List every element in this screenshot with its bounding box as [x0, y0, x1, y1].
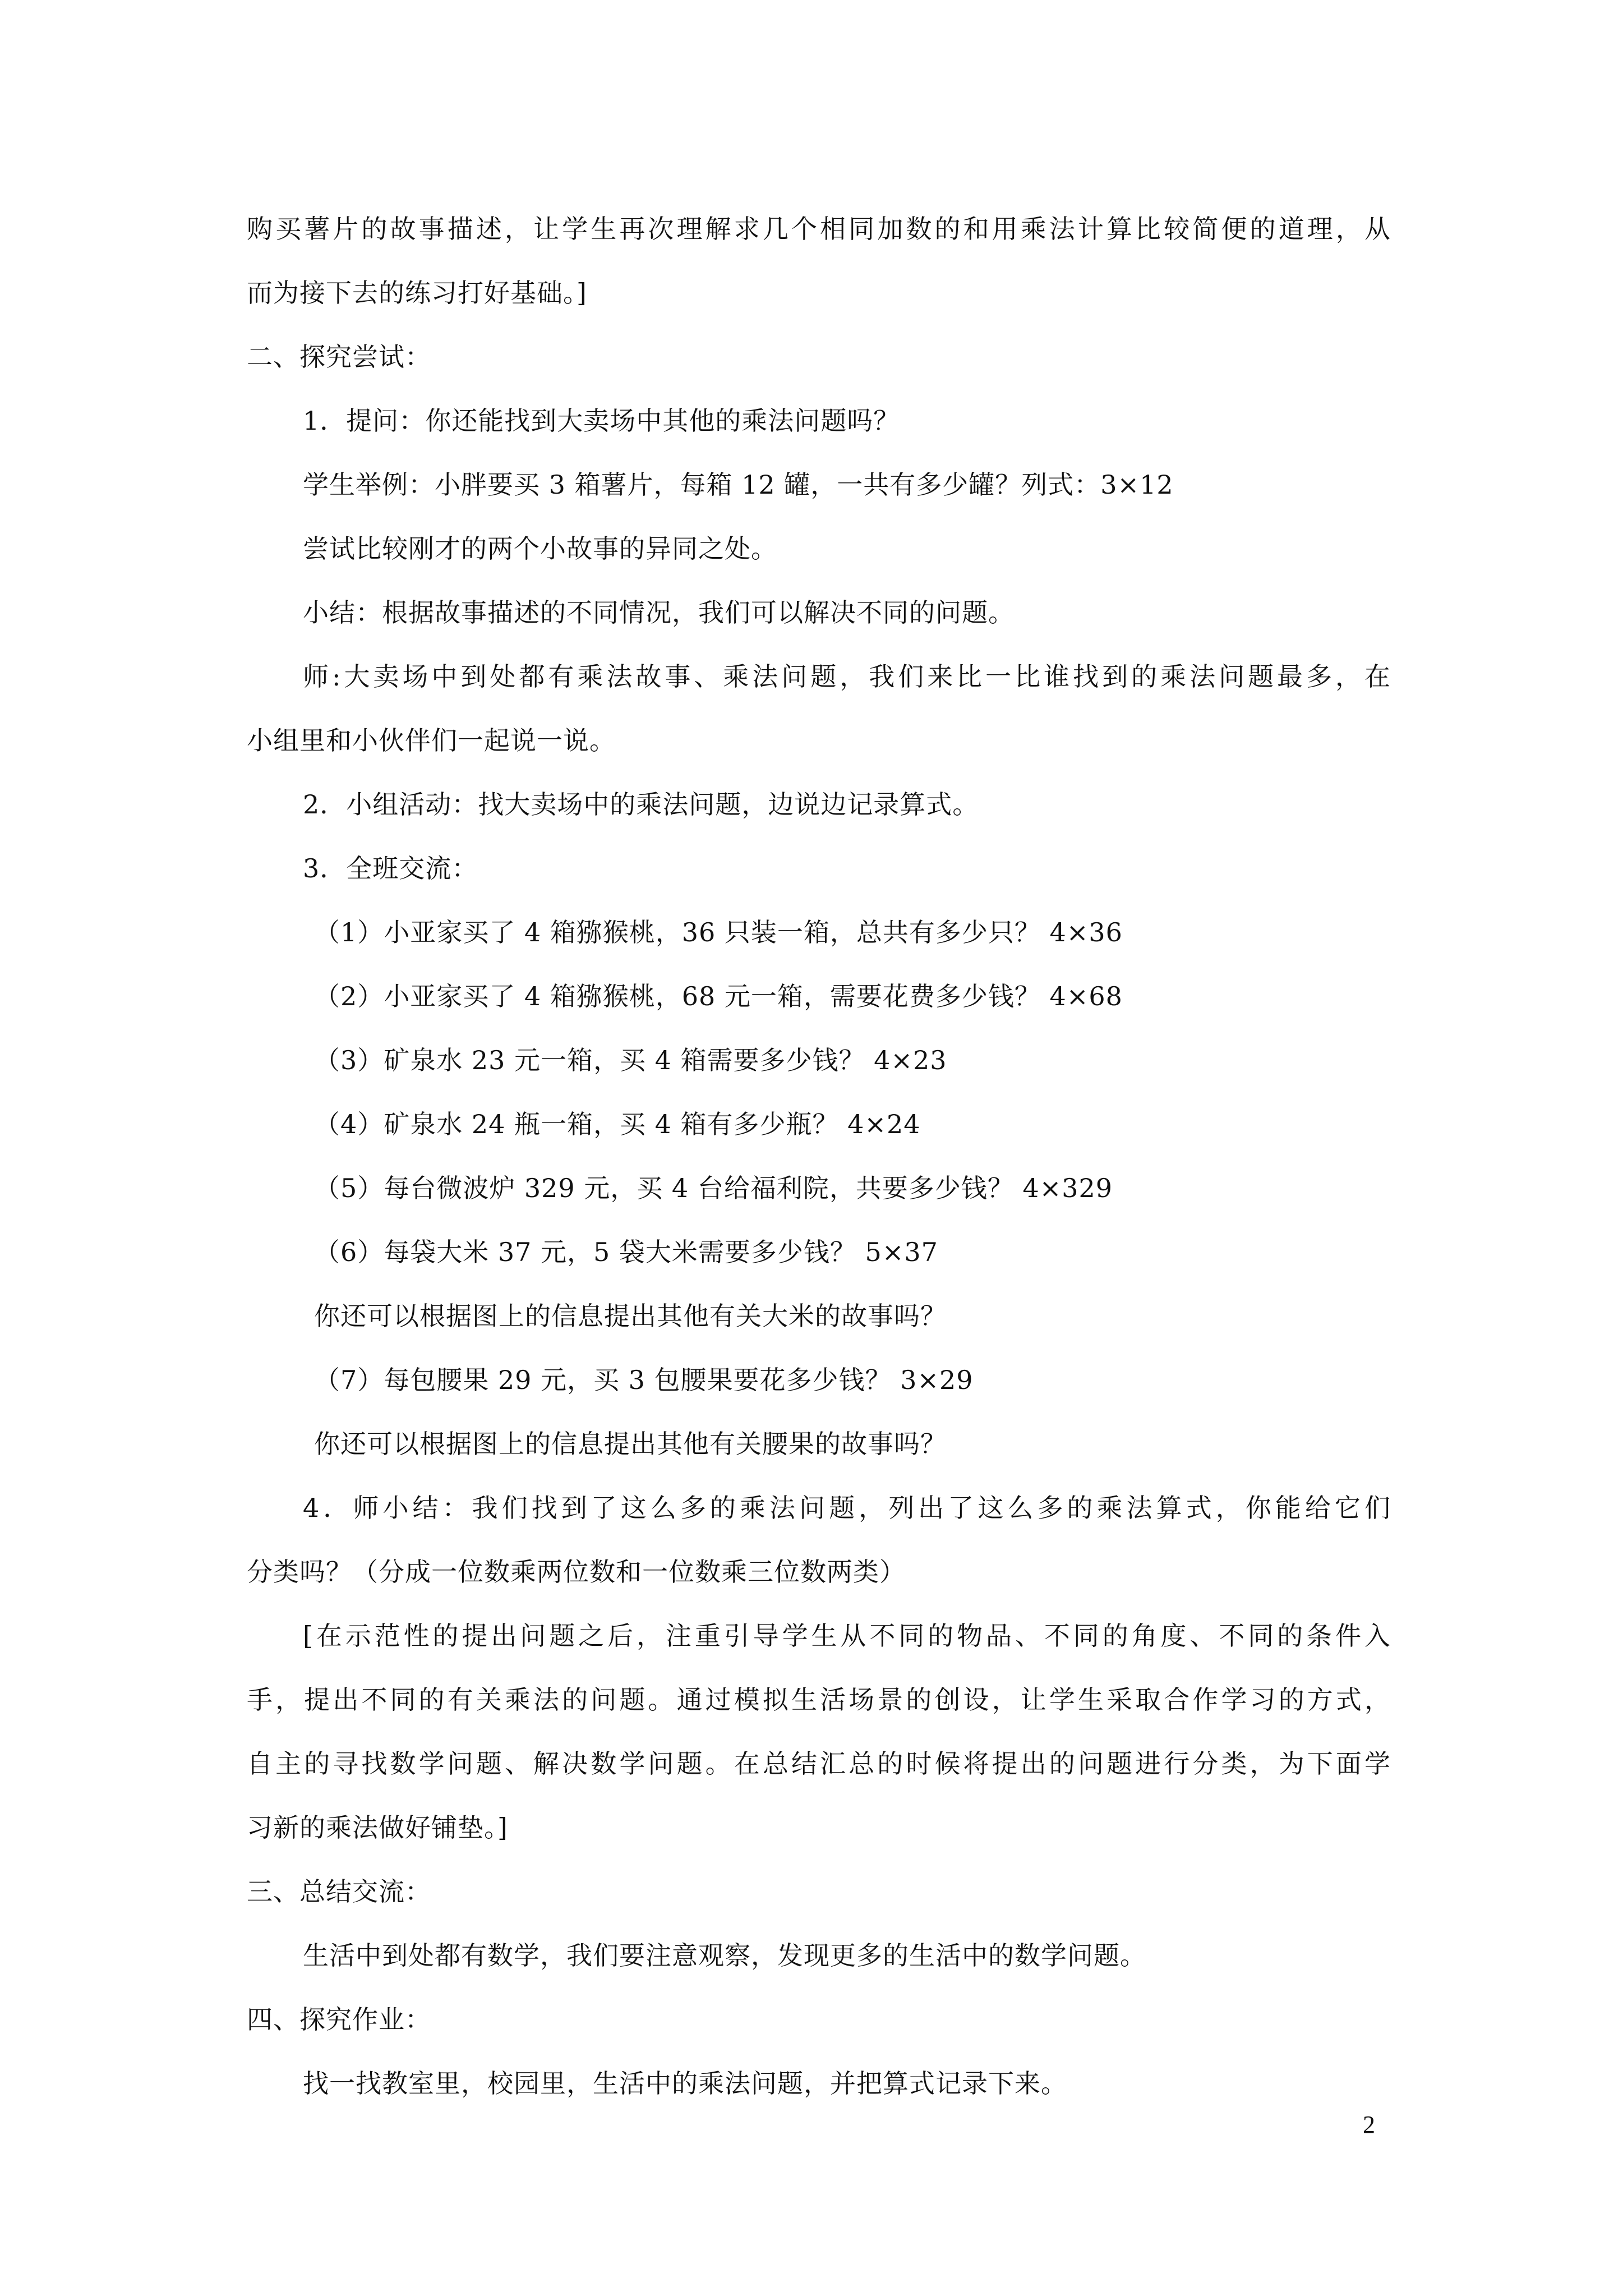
- paragraph-line: 1．提问：你还能找到大卖场中其他的乘法问题吗？: [303, 406, 900, 436]
- list-item: （3）矿泉水 23 元一箱，买 4 箱需要多少钱？ 4×23: [314, 1045, 947, 1075]
- paragraph-line: 分类吗？（分成一位数乘两位数和一位数乘三位数两类）: [247, 1557, 906, 1587]
- paragraph-line: 学生举例：小胖要买 3 箱薯片，每箱 12 罐，一共有多少罐？列式：3×12: [303, 470, 1174, 500]
- list-item: （4）矿泉水 24 瓶一箱，买 4 箱有多少瓶？ 4×24: [314, 1109, 921, 1139]
- paragraph-line: 你还可以根据图上的信息提出其他有关腰果的故事吗？: [314, 1429, 947, 1459]
- list-item: （1）小亚家买了 4 箱猕猴桃，36 只装一箱，总共有多少只？ 4×36: [314, 917, 1123, 947]
- paragraph-line: 生活中到处都有数学，我们要注意观察，发现更多的生活中的数学问题。: [303, 1940, 1146, 1971]
- page-number: 2: [1363, 2111, 1375, 2138]
- paragraph-line: 你还可以根据图上的信息提出其他有关大米的故事吗？: [314, 1301, 947, 1331]
- paragraph-line: 习新的乘法做好铺垫。]: [247, 1812, 508, 1843]
- paragraph-line: 小结：根据故事描述的不同情况，我们可以解决不同的问题。: [303, 597, 1015, 628]
- paragraph-line: 找一找教室里，校园里，生活中的乘法问题，并把算式记录下来。: [303, 2068, 1067, 2099]
- list-item: （2）小亚家买了 4 箱猕猴桃，68 元一箱，需要花费多少钱？ 4×68: [314, 981, 1123, 1011]
- section-heading: 四、探究作业：: [247, 2004, 431, 2035]
- paragraph-line: 自主的寻找数学问题、解决数学问题。在总结汇总的时候将提出的问题进行分类，为下面学: [247, 1749, 1391, 1779]
- list-item: （5）每台微波炉 329 元，买 4 台给福利院，共要多少钱？ 4×329: [314, 1173, 1113, 1203]
- paragraph-line: [在示范性的提出问题之后，注重引导学生从不同的物品、不同的角度、不同的条件入: [303, 1621, 1391, 1651]
- paragraph-line: 购买薯片的故事描述，让学生再次理解求几个相同加数的和用乘法计算比较简便的道理，从: [247, 214, 1391, 244]
- paragraph-line: 4．师小结：我们找到了这么多的乘法问题，列出了这么多的乘法算式，你能给它们: [303, 1493, 1391, 1523]
- paragraph-line: 2．小组活动：找大卖场中的乘法问题，边说边记录算式。: [303, 789, 979, 820]
- paragraph-line: 手，提出不同的有关乘法的问题。通过模拟生活场景的创设，让学生采取合作学习的方式，: [247, 1685, 1391, 1715]
- paragraph-line: 小组里和小伙伴们一起说一说。: [247, 725, 616, 756]
- paragraph-line: 师:大卖场中到处都有乘法故事、乘法问题，我们来比一比谁找到的乘法问题最多，在: [303, 661, 1391, 692]
- paragraph-line: 而为接下去的练习打好基础。]: [247, 278, 587, 308]
- paragraph-line: 3．全班交流：: [303, 853, 478, 884]
- section-heading: 三、总结交流：: [247, 1876, 431, 1907]
- section-heading: 二、探究尝试：: [247, 342, 431, 372]
- list-item: （6）每袋大米 37 元，5 袋大米需要多少钱？ 5×37: [314, 1237, 938, 1267]
- list-item: （7）每包腰果 29 元，买 3 包腰果要花多少钱？ 3×29: [314, 1365, 974, 1395]
- paragraph-line: 尝试比较刚才的两个小故事的异同之处。: [303, 533, 777, 564]
